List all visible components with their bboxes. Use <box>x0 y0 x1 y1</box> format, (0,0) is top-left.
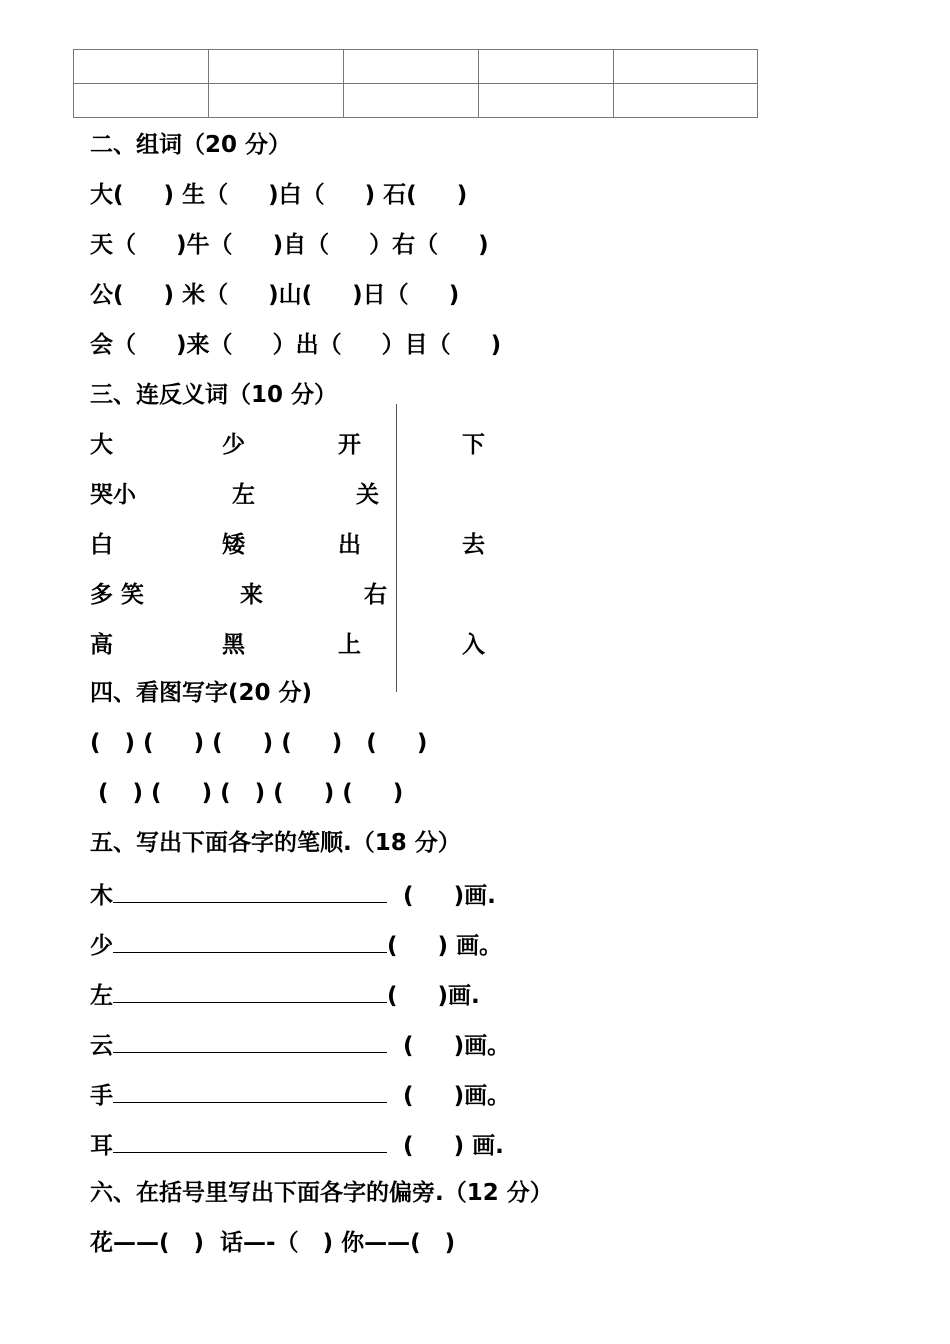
blank-cell[interactable] <box>344 50 479 84</box>
antonym-word[interactable]: 高 <box>90 632 113 658</box>
antonym-word[interactable]: 白 <box>90 532 113 558</box>
antonym-word[interactable]: 大 <box>90 432 113 458</box>
table-row <box>74 50 758 84</box>
bishun-char: 手 <box>90 1083 113 1109</box>
zuci-line-4[interactable]: 会（ )来（ ）出（ ）目（ ) <box>90 332 502 358</box>
blank-cell[interactable] <box>614 50 758 84</box>
antonym-word[interactable]: 出 <box>338 532 361 558</box>
blank-cell[interactable] <box>614 84 758 118</box>
zuci-line-1[interactable]: 大( ) 生（ )白（ ) 石( ) <box>90 182 468 208</box>
kantu-line-2[interactable]: ( ) ( ) ( ) ( ) ( ) <box>90 780 404 806</box>
antonym-word[interactable]: 开 <box>338 432 361 458</box>
blank-cell[interactable] <box>74 84 209 118</box>
bishun-answer-line[interactable] <box>113 1078 387 1103</box>
bishun-answer-line[interactable] <box>113 978 387 1003</box>
table-row <box>74 84 758 118</box>
bishun-stroke-count[interactable]: ( )画。 <box>387 1083 511 1109</box>
section-heading-antonyms: 三、连反义词（10 分） <box>90 382 338 408</box>
blank-cell[interactable] <box>479 50 614 84</box>
bishun-char: 云 <box>90 1033 113 1059</box>
bishun-line <box>90 1078 510 1111</box>
bishun-line <box>90 978 480 1011</box>
bishun-line <box>90 1128 504 1161</box>
bishun-answer-line[interactable] <box>113 928 387 953</box>
antonym-word[interactable]: 来 <box>240 582 263 608</box>
bishun-line <box>90 878 496 911</box>
blank-cell[interactable] <box>74 50 209 84</box>
blank-cell[interactable] <box>344 84 479 118</box>
bishun-char: 少 <box>90 933 113 959</box>
bishun-answer-line[interactable] <box>113 878 387 903</box>
bishun-stroke-count[interactable]: ( )画. <box>387 983 480 1009</box>
bishun-stroke-count[interactable]: ( )画. <box>387 883 496 909</box>
section-heading-bishun: 五、写出下面各字的笔顺.（18 分） <box>90 830 461 856</box>
blank-cell[interactable] <box>209 50 344 84</box>
bishun-stroke-count[interactable]: ( )画。 <box>387 1033 511 1059</box>
bishun-stroke-count[interactable]: ( ) 画。 <box>387 933 503 959</box>
zuci-line-2[interactable]: 天（ )牛（ )自（ ）右（ ) <box>90 232 489 258</box>
bishun-line <box>90 1028 510 1061</box>
bishun-answer-line[interactable] <box>113 1128 387 1153</box>
antonym-word[interactable]: 下 <box>462 432 485 458</box>
antonym-word[interactable]: 右 <box>364 582 387 608</box>
blank-cell[interactable] <box>209 84 344 118</box>
zuci-line-3[interactable]: 公( ) 米（ )山( )日（ ) <box>90 282 460 308</box>
bishun-line <box>90 928 502 961</box>
kantu-line-1[interactable]: ( ) ( ) ( ) ( ) ( ) <box>90 730 428 756</box>
antonym-word[interactable]: 多 笑 <box>90 582 145 608</box>
antonym-word[interactable]: 左 <box>232 482 255 508</box>
section-heading-pianpang: 六、在括号里写出下面各字的偏旁.（12 分） <box>90 1180 553 1206</box>
blank-grid-table <box>73 49 758 118</box>
pianpang-line[interactable]: 花——( ) 话—-（ ) 你——( ) <box>90 1230 456 1256</box>
antonym-word[interactable]: 矮 <box>222 532 245 558</box>
antonym-word[interactable]: 关 <box>356 482 379 508</box>
vertical-divider <box>396 404 397 692</box>
antonym-word[interactable]: 去 <box>462 532 485 558</box>
antonym-word[interactable]: 少 <box>222 432 245 458</box>
blank-cell[interactable] <box>479 84 614 118</box>
bishun-stroke-count[interactable]: ( ) 画. <box>387 1133 504 1159</box>
antonym-word[interactable]: 哭小 <box>90 482 136 508</box>
section-heading-kantu: 四、看图写字(20 分) <box>90 680 313 706</box>
antonym-word[interactable]: 黑 <box>222 632 245 658</box>
bishun-answer-line[interactable] <box>113 1028 387 1053</box>
section-heading-zuci: 二、组词（20 分） <box>90 132 292 158</box>
antonym-word[interactable]: 入 <box>462 632 485 658</box>
bishun-char: 左 <box>90 983 113 1009</box>
bishun-char: 耳 <box>90 1133 113 1159</box>
antonym-word[interactable]: 上 <box>338 632 361 658</box>
bishun-char: 木 <box>90 883 113 909</box>
